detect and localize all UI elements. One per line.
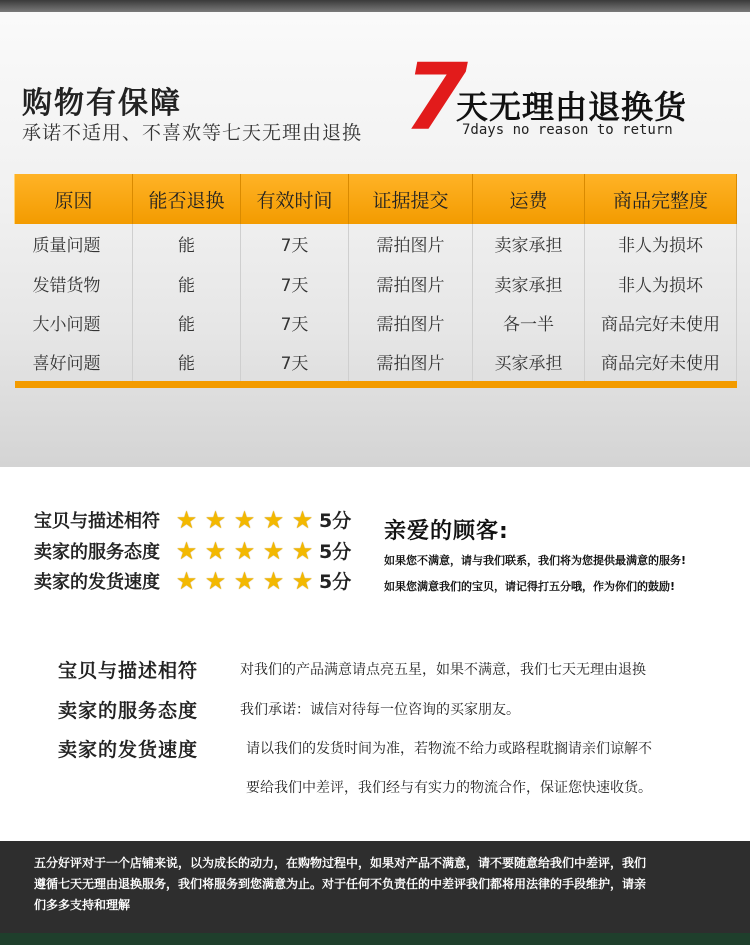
seven-day-return-title: 天无理由退换货: [456, 88, 688, 126]
star-icon: ★: [291, 505, 314, 534]
explain-label-description: 宝贝与描述相符: [58, 660, 199, 682]
table-header-cell: 能否退换: [133, 174, 241, 224]
table-cell: 能: [133, 224, 241, 263]
table-cell: 商品完好未使用: [585, 342, 737, 381]
star-icon: ★: [175, 536, 198, 565]
footer-text-line: 们多多支持和理解: [34, 898, 131, 912]
star-icon: ★: [204, 505, 227, 534]
star-icon: ★: [233, 505, 256, 534]
return-policy-banner: [0, 12, 750, 467]
dear-customer-line: 如果您不满意，请与我们联系，我们将为您提供最满意的服务!: [384, 554, 687, 567]
table-cell: 各一半: [473, 303, 585, 342]
big-seven-number: 7: [404, 44, 469, 151]
star-icon: ★: [291, 536, 314, 565]
star-icon: ★: [233, 536, 256, 565]
rating-row-delivery: [34, 567, 351, 594]
table-header-cell: 运费: [473, 174, 585, 224]
explain-label-delivery: 卖家的发货速度: [58, 739, 199, 761]
table-header-row: [15, 174, 737, 224]
shopping-guarantee-subtitle: 承诺不适用、不喜欢等七天无理由退换: [22, 122, 363, 144]
table-cell: 卖家承担: [473, 263, 585, 302]
table-cell: 需拍图片: [349, 303, 473, 342]
star-icon: ★: [262, 505, 285, 534]
footer-text-line: 五分好评对于一个店铺来说，以为成长的动力，在购物过程中，如果对产品不满意，请不要随意给我们中差评，我们: [34, 856, 647, 870]
rating-score: 5分: [319, 541, 352, 563]
table-bottom-strip-cell: [15, 381, 737, 388]
table-cell: 7天: [241, 224, 349, 263]
top-border-bar: [0, 0, 750, 12]
rating-row-description: [34, 506, 351, 533]
dear-customer-title: 亲爱的顾客:: [384, 519, 509, 544]
return-policy-table: [14, 174, 737, 388]
explain-text-delivery-continued: 要给我们中差评，我们经与有实力的物流合作，保证您快速收货。: [246, 780, 652, 796]
rating-label: 宝贝与描述相符: [34, 510, 160, 532]
rating-label: 卖家的发货速度: [34, 571, 160, 593]
table-header-cell: 原因: [15, 174, 133, 224]
table-header-cell: 证据提交: [349, 174, 473, 224]
table-cell: 卖家承担: [473, 224, 585, 263]
star-icon: ★: [233, 566, 256, 595]
table-cell: 发错货物: [15, 263, 133, 302]
table-cell: 需拍图片: [349, 224, 473, 263]
table-row: [15, 303, 737, 342]
table-cell: 7天: [241, 303, 349, 342]
table-cell: 非人为损坏: [585, 263, 737, 302]
rating-label: 卖家的服务态度: [34, 541, 160, 563]
star-icon: ★: [262, 566, 285, 595]
seven-day-return-english: 7days no reason to return: [462, 122, 673, 138]
table-cell: 买家承担: [473, 342, 585, 381]
table-cell: 商品完好未使用: [585, 303, 737, 342]
explain-text-delivery: 请以我们的发货时间为准，若物流不给力或路程耽搁请亲们谅解不: [246, 741, 652, 757]
explain-label-service: 卖家的服务态度: [58, 700, 199, 722]
table-cell: 喜好问题: [15, 342, 133, 381]
star-rating: [172, 566, 317, 595]
star-rating: [172, 536, 317, 565]
table-row: [15, 342, 737, 381]
star-icon: ★: [262, 536, 285, 565]
table-header-cell: 商品完整度: [585, 174, 737, 224]
table-row: [15, 263, 737, 302]
footer-text-line: 遵循七天无理由退换服务，我们将服务到您满意为止。对于任何不负责任的中差评我们都将用法律的手段维护，请亲: [34, 877, 647, 891]
star-icon: ★: [291, 566, 314, 595]
table-cell: 能: [133, 263, 241, 302]
star-icon: ★: [204, 566, 227, 595]
table-cell: 7天: [241, 342, 349, 381]
rating-score: 5分: [319, 571, 352, 593]
table-cell: 能: [133, 303, 241, 342]
table-cell: 需拍图片: [349, 342, 473, 381]
dear-customer-line: 如果您满意我们的宝贝，请记得打五分哦，作为你们的鼓励!: [384, 580, 676, 593]
table-cell: 能: [133, 342, 241, 381]
shopping-guarantee-title: 购物有保障: [22, 86, 182, 121]
table-row: [15, 224, 737, 263]
table-cell: 7天: [241, 263, 349, 302]
star-icon: ★: [175, 566, 198, 595]
table-cell: 大小问题: [15, 303, 133, 342]
star-icon: ★: [175, 505, 198, 534]
table-cell: 质量问题: [15, 224, 133, 263]
table-bottom-strip: [15, 381, 737, 388]
explain-text-description: 对我们的产品满意请点亮五星，如果不满意，我们七天无理由退换: [240, 662, 646, 678]
star-rating: [172, 505, 317, 534]
footer-notice: [0, 841, 750, 933]
table-cell: 非人为损坏: [585, 224, 737, 263]
explain-text-service: 我们承诺：诚信对待每一位咨询的买家朋友。: [240, 702, 520, 718]
table-header-cell: 有效时间: [241, 174, 349, 224]
table-cell: 需拍图片: [349, 263, 473, 302]
rating-row-service: [34, 537, 351, 564]
star-icon: ★: [204, 536, 227, 565]
rating-score: 5分: [319, 510, 352, 532]
bottom-border-strip: [0, 933, 750, 945]
